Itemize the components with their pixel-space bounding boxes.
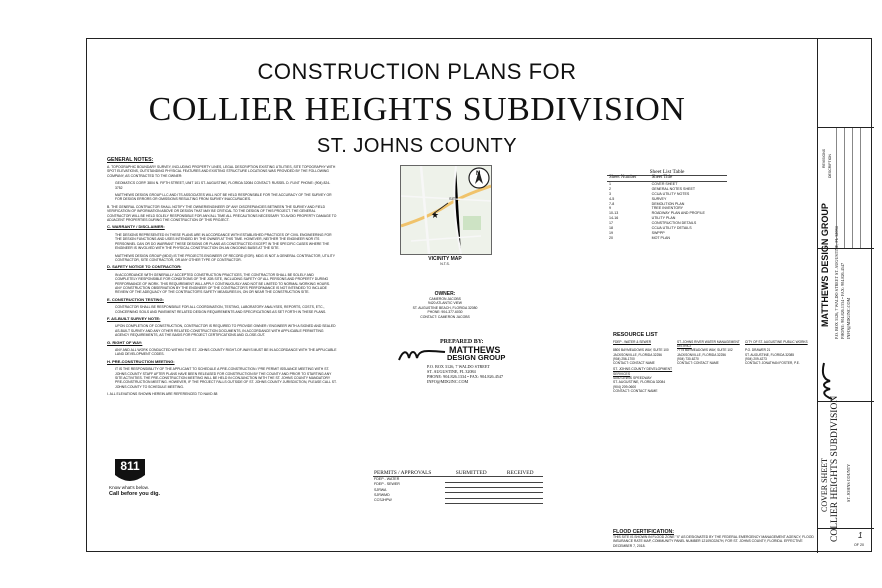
resource-line: CONTACT: CONTACT NAME (613, 389, 658, 394)
resource-line: P.O. DRAWER 21 (745, 348, 771, 353)
call-811-line-1: Know what's below. (109, 485, 149, 490)
permit-name: SJRWMD (374, 492, 390, 497)
note-heading: E. CONSTRUCTION TESTING: (107, 296, 164, 302)
title-block (817, 39, 873, 553)
resource-line: 7775 BAYMEADOWS WAY, SUITE 102 (677, 348, 733, 353)
north-arrow-label: N (476, 171, 481, 177)
owner-line: ST. AUGUSTINE BEACH, FLORIDA 32080 (412, 305, 478, 310)
sheet-title: CCUA UTILITY NOTES (651, 191, 690, 196)
sheet-title: DEMOLITION PLAN (651, 201, 685, 206)
prepared-by-phone: PHONE: 904.826.1334 • FAX: 904.826.4547 (427, 374, 504, 379)
resource-line: CONTACT: CONTACT NAME (613, 361, 655, 366)
sheet-number: 10-13 (609, 211, 619, 216)
vicinity-map (400, 165, 492, 255)
table-row (373, 498, 543, 503)
resource-line: (904) 256-1700 (613, 356, 635, 361)
owner-line: CAMERON JACOBS (429, 297, 461, 301)
owner-line: CONTACT: CAMERON JACOBS (420, 314, 470, 319)
note-heading: H. PRE-CONSTRUCTION MEETING: (107, 358, 175, 364)
owner-line: 9420 ATLANTIC VIEW (427, 301, 463, 306)
svg-text:★: ★ (431, 211, 440, 221)
note: CONTRACTOR SHALL BE RESPONSIBLE FOR ALL COORDINATION, TESTING, LABORATORY ANALYSES, REPORTS, COSTS, ETC., CONCERNING SOILS AND PAVEMENT RELATED DESIGN REQUIREMENTS AND SPECIFICATIONS AS SET FORTH IN THESE PLANS. (115, 305, 327, 314)
title-block-sheet-name: COVER SHEET (820, 458, 829, 512)
prepared-by-company-1: MATTHEWS (449, 345, 501, 355)
resource-line: (904) 730-6270 (677, 356, 699, 361)
note: I. ALL ELEVATIONS SHOWN HEREIN ARE REFERENCED TO NAVD 88 (107, 392, 218, 397)
sheet-title: CONSTRUCTION DETAILS (651, 221, 697, 226)
sheet-title: TREE INVENTORY (651, 206, 684, 211)
sheet-title: SURVEY (651, 196, 667, 201)
drawing-sheet (86, 38, 872, 552)
sheet-number: 2 (609, 186, 611, 191)
resource-line: CONTACT: CONTACT NAME (677, 361, 719, 366)
resource-line: JACKSONVILLE, FLORIDA 32256 (613, 352, 662, 357)
sheet-title: MOT PLAN (651, 235, 670, 240)
note: IT IS THE RESPONSIBILITY OF THE APPLICANT TO SCHEDULE A PRE-CONSTRUCTION / PRE PERMIT ISSUANCE MEETING WITH ST. JOHNS COUNTY STAFF AFTER PLANS HAVE BEEN RELEASED FOR CONSTRUCTION BY THE COUNTY AND PRIOR TO STARTING ANY SITE ACTIVITIES. THE PRE-CONSTRUCTION MEETING WILL BE HELD IN CONJUNCTION WITH THE ST. JOHNS COUNTY MANDATORY PRE-CONSTRUCTION MEETING. HOWEVER, IF THE PROJECT FALLS OUTSIDE OF ST. JOHNS COUNTY JURISDICTION, PLEASE CALL ST. JOHNS COUNTY TO SCHEDULE MEETING. (115, 367, 337, 389)
resource-line: 8800 BAYMEADOWS WAY, SUITE 100 (613, 348, 669, 353)
vicinity-map-graphic (401, 166, 491, 254)
description-label: DESCRIPTION (828, 154, 832, 178)
call-811-number: 811 (120, 459, 140, 473)
sheet-number: 18 (609, 226, 613, 231)
permits-col-received: RECEIVED (497, 471, 543, 477)
resource-col1b-title: ST. JOHNS COUNTY DEVELOPMENT SERVICES (613, 367, 673, 376)
permit-name: FDEP - SEWER (374, 482, 400, 487)
sheet-list-table (607, 169, 727, 241)
note-heading: G. RIGHT OF WAY: (107, 339, 143, 345)
sheet-number: 9 (609, 206, 611, 211)
sheet-info-box (818, 395, 874, 554)
vicinity-map-scale: N.T.S. (440, 262, 450, 266)
title-block-sheet-number: 1 (858, 531, 863, 540)
title-block-company: MATTHEWS DESIGN GROUP (820, 203, 830, 327)
sheet-title: COVER SHEET (651, 181, 678, 186)
note: MATTHEWS DESIGN GROUP LLC AND ITS ASSOCIATES WILL NOT BE HELD RESPONSIBLE FOR THE ACCURACY OF THE SURVEY OR FOR DESIGN ERRORS OR OMISSIONS RESULTING FROM SURVEY INACCURACIES. (115, 193, 332, 202)
owner-block (400, 291, 490, 319)
sheet-list-title: Sheet List Table (607, 169, 727, 176)
title-block-phone: PHONE: 904.826.1334 • FAX: 904.826.4547 (840, 262, 845, 339)
title-block-address: P.O. BOX 3126, 7 WALDO STREET ST. AUGUSTINE, FL 32084 (834, 226, 839, 339)
title-line-3: ST. JOHNS COUNTY (316, 135, 518, 157)
resource-col1-title: FDEP - WATER & SEWER (613, 340, 652, 344)
note: IN ACCORDANCE WITH GENERALLY ACCEPTED CONSTRUCTION PRACTICES, THE CONTRACTOR SHALL BE SOLELY AND COMPLETELY RESPONSIBLE FOR CONDITIONS OF THE JOB SITE, INCLUDING SAFETY OF ALL PERSONS AND PROPERTY DURING PERFORMANCE OF WORK. THIS REQUIREMENT WILL APPLY CONTINUOUSLY AND NOT BE LIMITED TO NORMAL WORKING HOURS. ANY CONSTRUCTION OBSERVATION BY THE ENGINEER OF THE CONTRACTOR'S PERFORMANCE IS NOT INTENDED TO INCLUDE REVIEW OF THE ADEQUACY OF THE CONTRACTOR'S SAFETY MEASURES IN, ON OR NEAR THE CONSTRUCTION SITE. (115, 272, 330, 295)
sheet-number: 3 (609, 191, 611, 196)
permits-heading: PERMITS / APPROVALS (373, 471, 445, 477)
mdg-logo-icon (397, 348, 447, 362)
resource-line: 4040 LEWIS SPEEDWAY (613, 376, 652, 381)
note: UPON COMPLETION OF CONSTRUCTION, CONTRACTOR IS REQUIRED TO PROVIDE OWNER / ENGINEER WITH A SIGNED AND SEALED AS-BUILT SURVEY AND ANY OTHER RELATED CONSTRUCTION DOCUMENTS, IN ACCORDANCE WITH APPLICABLE PERMITTING AGENCY REQUIREMENTS, AS THE BASIS FOR PROJECT CERTIFICATIONS AND CLOSE-OUT. (115, 324, 336, 338)
sheet-number: 7-8 (609, 201, 615, 206)
prepared-by-address-2: ST. AUGUSTINE, FL 32084 (427, 369, 476, 374)
sheet-number: 1 (609, 181, 611, 186)
sheet-number: 4-5 (609, 196, 615, 201)
resource-line: (904) 209-0600 (613, 384, 637, 389)
note: GEOMATICS CORP. 3804 N. FIFTH STREET, UNIT 101 ST. AUGUSTINE, FLORIDA 32084 CONTACT: RUSSEL D. FLINT PHONE: (904) 824-3752 (115, 181, 331, 190)
sheet-title: SWPPP (651, 230, 665, 235)
owner-heading: OWNER: (434, 291, 456, 297)
sheet-title: GENERAL NOTES SHEET (651, 186, 696, 191)
note: A. TOPOGRAPHIC BOUNDARY SURVEY, INCLUDING PROPERTY LINES, LEGAL DESCRIPTION EXISTING UTILITIES, SITE TOPOGRAPHY WITH SPOT ELEVATIONS, OUTSTANDING PHYSICAL FEATURES AND EXISTING STRUCTURE LOCATIONS WAS PROVIDED BY THE FOLLOWING COMPANY, AS CONTRACTED TO THE OWNER: (107, 165, 336, 178)
title-block-email: INFO@MDGINC.COM (846, 297, 851, 339)
resource-list (613, 332, 813, 394)
resource-line: ST. AUGUSTINE, FLORIDA 32085 (745, 352, 795, 357)
resource-list-heading: RESOURCE LIST (613, 332, 658, 338)
title-block-county: ST. JOHNS COUNTY (846, 463, 851, 502)
note: ANY AND ALL WORK CONDUCTED WITHIN THE ST. JOHNS COUNTY RIGHT-OF-WAYS MUST BE IN ACCORDANCE WITH THE APPLICABLE LAND DEVELOPMENT CODES. (115, 348, 337, 357)
sheet-title: ROADWAY PLAN AND PROFILE (651, 211, 705, 216)
general-notes-heading: GENERAL NOTES: (107, 157, 154, 163)
resource-line: ST. AUGUSTINE, FLORIDA 32084 (613, 380, 666, 385)
note-heading: D. SAFETY NOTICE TO CONTRACTOR: (107, 264, 182, 270)
permits-table (373, 471, 543, 504)
sheet-list-col-number: Sheet Number (607, 176, 650, 181)
sheet-number: 19 (609, 230, 613, 235)
revisions-label: REVISIONS (822, 148, 826, 168)
title-line-1: CONSTRUCTION PLANS FOR (257, 59, 577, 84)
sheet-title: CCUA UTILITY DETAILS (651, 226, 692, 231)
sheet-number: 17 (609, 221, 613, 226)
sheet-number: 20 (609, 235, 613, 240)
resource-col2-title: ST. JOHNS RIVER WATER MANAGEMENT DISTRICT (677, 340, 740, 349)
prepared-by-company-2: DESIGN GROUP (447, 353, 506, 362)
permit-name: FDEP - WATER (374, 477, 400, 482)
sheet-list-col-title: Sheet Title (650, 176, 727, 181)
note: THE DESIGNS REPRESENTED IN THESE PLANS ARE IN ACCORDANCE WITH ESTABLISHED PRACTICES OF CIVIL ENGINEERING FOR THE DESIGN FUNCTIONS AND USES INTENDED BY THE OWNER AT THIS TIME. HOWEVER, NEITHER THE ENGINEER NOR ITS PERSONNEL CAN OR DO WARRANT THESE DESIGNS OR PLANS AS CONSTRUCTED EXCEPT IN THE SPECIFIC CASES WHERE THE ENGINEER IS INVOLVED WITH THE PHYSICAL CONSTRUCTION ON AN ONGOING BASIS AT THE SITE. (115, 232, 332, 251)
note-heading: F. AS-BUILT SURVEY NOTE: (107, 315, 161, 321)
flood-certification (613, 529, 818, 548)
permits-col-submitted: SUBMITTED (445, 471, 497, 477)
permit-name: CCSJHPW (374, 498, 392, 503)
permit-name: SJRWA (374, 487, 387, 492)
prepared-by-address-1: P.O. BOX 3126, 7 WALDO STREET (427, 364, 490, 369)
resource-line: JACKSONVILLE, FLORIDA 32256 (677, 352, 726, 357)
call-811-line-2: Call before you dig. (109, 491, 161, 497)
title-block-sheet-of: OF 20 (854, 543, 864, 547)
prepared-by-email: INFO@MDGINC.COM (427, 379, 469, 384)
site-label: SITE (449, 196, 458, 201)
resource-col3-title: CITY OF ST. AUGUSTINE PUBLIC WORKS (745, 340, 808, 344)
prepared-by-heading: PREPARED BY: (440, 339, 484, 345)
sheet-title: UTILITY PLAN (651, 216, 676, 221)
owner-line: PHONE: 904-377-6030 (427, 310, 463, 315)
vicinity-map-caption: VICINITY MAP (428, 256, 462, 262)
note: MATTHEWS DESIGN GROUP (MDG) IS THE PROJECTS ENGINEER OF RECORD (EOR). MDG IS NOT A GENERAL CONTRACTOR, UTILITY CONTRACTOR, SITE CONTRACTOR, OR ANY OTHER TYPE OF CONTRACTOR. (115, 253, 335, 262)
table-row (607, 236, 727, 241)
title-line-2: COLLIER HEIGHTS SUBDIVISION (148, 91, 686, 128)
general-notes (107, 157, 337, 400)
sheet-number: 14-16 (609, 216, 619, 221)
note-heading: C. WARRANTY / DISCLAIMER: (107, 224, 165, 230)
resource-line: (904) 209-4273 (745, 356, 767, 361)
call-811-logo (109, 457, 159, 497)
flood-text: THIS SITE IS SHOWN IN FLOOD ZONE "X" AS DESIGNATED BY THE FEDERAL EMERGENCY MANAGEMENT AGENCY, FLOOD INSURANCE RATE MAP, COMMUNITY PANEL NUMBER 12109C0267H, FOR ST. JOHNS COUNTY, FLORIDA. EFFECTIVE DECEMBER 7, 2018. (613, 535, 814, 548)
title-block-project: COLLIER HEIGHTS SUBDIVISION (830, 395, 840, 542)
resource-line: CONTACT: JONATHAN FOSTER, P.E. (745, 361, 800, 366)
flood-heading: FLOOD CERTIFICATION: (613, 529, 674, 535)
note: B. THE GENERAL CONTRACTOR SHALL NOTIFY THE OWNER/ENGINEER OF ANY DISCREPANCIES BETWEEN THE SURVEY AND FIELD VERIFICATION OF INFORMATION ABOVE OR DESIGN THAT MAY BE CRITICAL TO THE DESIGN OF THIS PROJECT. THE GENERAL CONTRACTOR WILL BE HELD SOLELY RESPONSIBLE FOR ANY/ALL TIME ALL PRECAUTIONS NECESSARY TO AVOID PROPERTY DAMAGE TO ADJACENT PROPERTIES DURING THE CONSTRUCTION OF THIS PROJECT. (107, 204, 337, 223)
